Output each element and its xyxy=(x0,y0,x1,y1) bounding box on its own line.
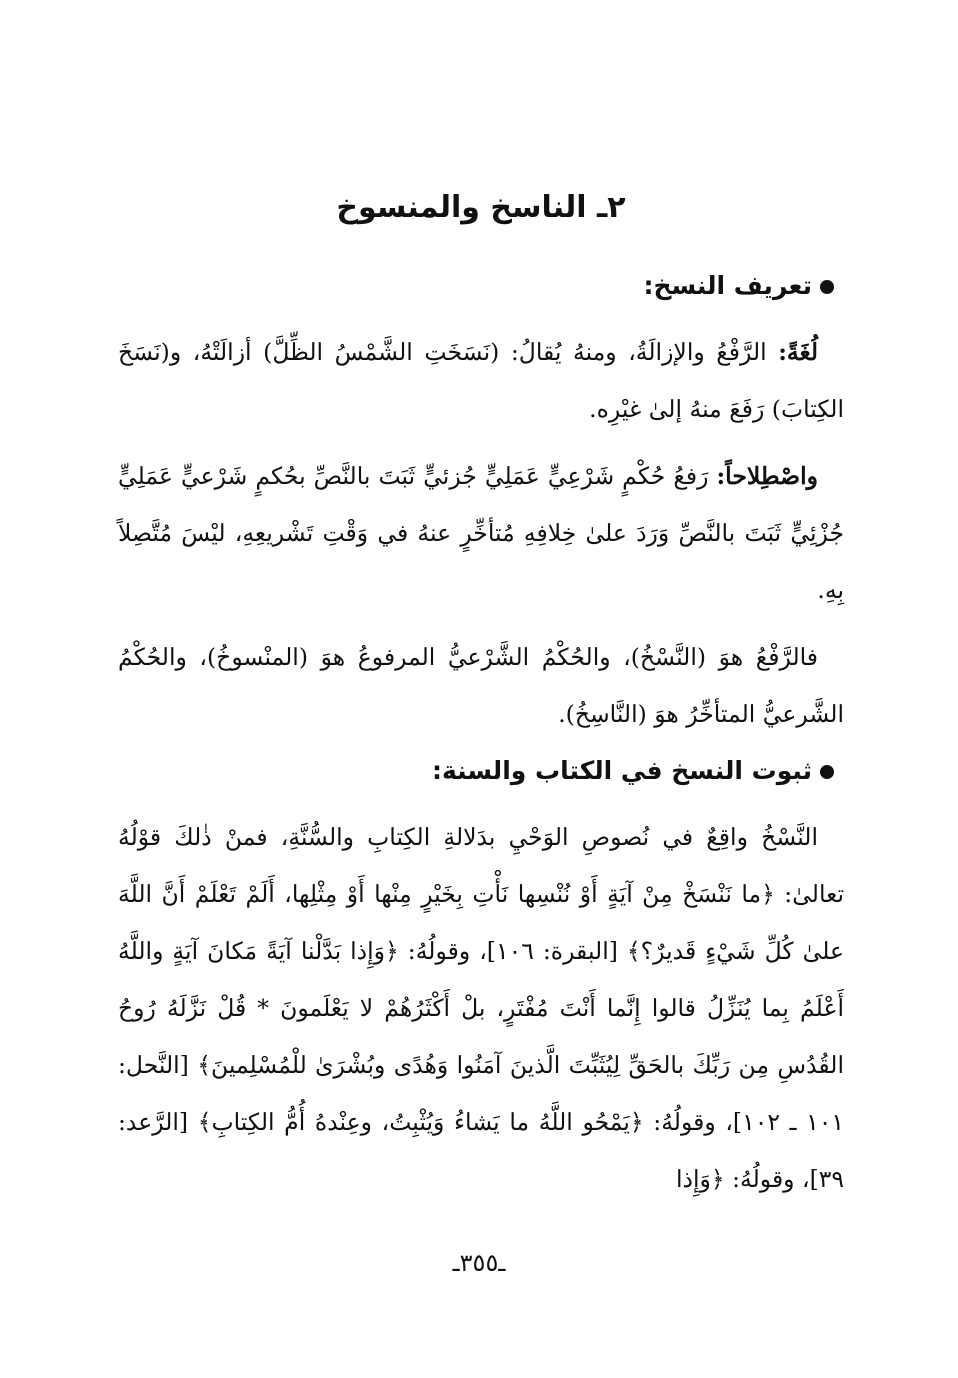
paragraph-text: فالرَّفْعُ هوَ (النَّسْخُ)، والحُكْمُ الشَّرْعيُّ المرفوعُ هوَ (المنْسوخُ)، والحُكْمُ الشَّرعيُّ المتأخِّرُ هوَ (النَّاسِخُ). xyxy=(118,643,844,728)
bullet-icon xyxy=(820,765,834,779)
paragraph-text: الرَّفْعُ والإزالَةُ، ومنهُ يُقالُ: (نَسَخَتِ الشَّمْسُ الظِّلَّ) أزالَتْهُ، و(نَسَخَ الكِتابَ) رَفَعَ منهُ إلىٰ غيْرِه. xyxy=(118,338,844,423)
section-heading-text: ثبوت النسخ في الكتاب والسنة: xyxy=(432,756,812,785)
page-number: ـ٣٥٥ـ xyxy=(452,1249,506,1277)
section-heading xyxy=(118,753,844,789)
section-definition xyxy=(118,268,844,743)
paragraph-text: النَّسْخُ واقِعٌ في نُصوصِ الوَحْيِ بدَلالةِ الكِتابِ والسُّنَّةِ، فمنْ ذٰلكَ قوْلُهُ تعالىٰ: ﴿ما نَنْسَخْ مِنْ آيَةٍ أَوْ نُنْسِها نَأْتِ بِخَيْرٍ مِنْها أَوْ مِثْلِها، أَلَمْ تَعْلَمْ أَنَّ اللَّهَ علىٰ كُلِّ شَيْءٍ قَديرٌ؟﴾ [البقرة: ١٠٦]، وقولُهُ: ﴿وَإِذا بَدَّلْنا آيَةً مَكانَ آيَةٍ واللَّهُ أَعْلَمُ بِما يُنَزِّلُ قالوا إِنَّما أَنْتَ مُفْتَرٍ، بلْ أَكْثَرُهُمْ لا يَعْلَمونَ * قُلْ نَزَّلَهُ رُوحُ القُدُسِ مِن رَبِّكَ بالحَقِّ لِيُثَبِّتَ الَّذينَ آمَنُوا وَهُدًى وبُشْرَىٰ للْمُسْلِمينَ﴾ [النَّحل: ١٠١ ـ ١٠٢]، وقولُهُ: ﴿يَمْحُو اللَّهُ ما يَشاءُ وَيُثْبِتُ، وعِنْدهُ أُمُّ الكِتابِ﴾ [الرَّعد: ٣٩]، وقولُهُ: ﴿وَإِذا xyxy=(118,823,845,1193)
page-body xyxy=(118,150,844,1218)
paragraph-linguistic xyxy=(118,324,844,438)
section-evidence xyxy=(118,753,844,1208)
section-heading-text: تعريف النسخ: xyxy=(643,271,812,300)
term-label: واصْطِلاحاً: xyxy=(716,462,818,490)
chapter-title: ٢ـ الناسخ والمنسوخ xyxy=(336,190,626,225)
section-heading xyxy=(118,268,844,304)
paragraph-evidence xyxy=(118,809,844,1208)
paragraph-technical xyxy=(118,448,844,619)
term-label: لُغَةً: xyxy=(778,338,818,366)
bullet-icon xyxy=(820,280,834,294)
paragraph-text: رَفعُ حُكْمٍ شَرْعِيٍّ عَمَلِيٍّ جُزئيٍّ ثَبَتَ بالنَّصِّ بحُكمٍ شَرْعيٍّ عَمَلِيٍّ جُزْئِيٍّ ثَبَتَ بالنَّصِّ وَرَدَ علىٰ خِلافِهِ مُتأخِّرٍ عنهُ في وَقْتِ تَشْريعِهِ، ليْسَ مُتَّصِلاً بِهِ. xyxy=(118,462,844,604)
paragraph-summary xyxy=(118,629,844,743)
